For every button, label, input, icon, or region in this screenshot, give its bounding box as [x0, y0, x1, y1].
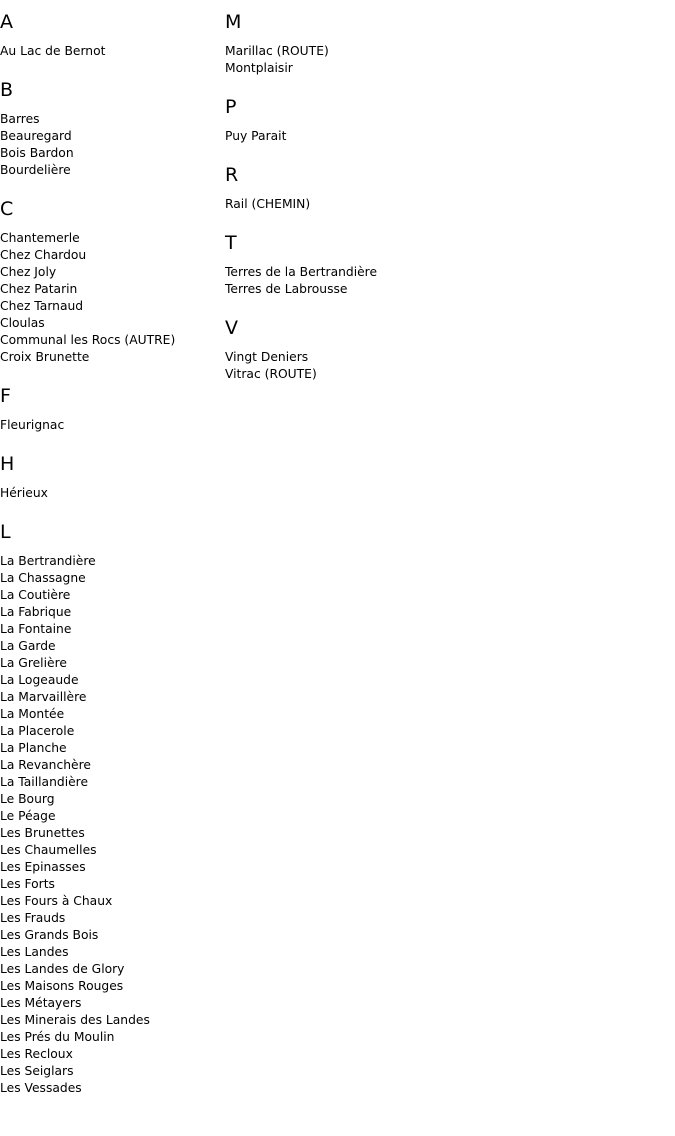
section-item-list: [0, 407, 225, 434]
place-link-cloulas[interactable]: Cloulas: [0, 316, 45, 330]
place-link-la-fabrique[interactable]: La Fabrique: [0, 605, 72, 619]
place-link-les-brunettes[interactable]: Les Brunettes: [0, 826, 85, 840]
place-link-la-planche[interactable]: La Planche: [0, 741, 67, 755]
place-link-les-minerais-des-landes[interactable]: Les Minerais des Landes: [0, 1013, 150, 1027]
place-link-herieux[interactable]: Hérieux: [0, 486, 48, 500]
left-column: [0, 0, 225, 1097]
section-letter-heading: R: [225, 164, 239, 186]
section-letter-heading: A: [0, 11, 13, 33]
place-link-la-montee[interactable]: La Montée: [0, 707, 65, 721]
place-link-les-chaumelles[interactable]: Les Chaumelles: [0, 843, 97, 857]
place-link-chez-tarnaud[interactable]: Chez Tarnaud: [0, 299, 84, 313]
place-link-vitrac-route[interactable]: Vitrac (ROUTE): [225, 367, 317, 381]
section-item-list: [0, 543, 225, 1097]
place-link-les-recloux[interactable]: Les Recloux: [0, 1047, 73, 1061]
place-link-chez-patarin[interactable]: Chez Patarin: [0, 282, 78, 296]
place-link-les-epinasses[interactable]: Les Epinasses: [0, 860, 86, 874]
index-section-b: [0, 60, 225, 179]
place-link-communal-les-rocs-autre[interactable]: Communal les Rocs (AUTRE): [0, 333, 176, 347]
place-link-montplaisir[interactable]: Montplaisir: [225, 61, 293, 75]
section-item-list: [0, 33, 225, 60]
index-section-v: [225, 298, 525, 383]
section-item-list: [0, 101, 225, 179]
right-column: [225, 0, 525, 383]
index-section-c: [0, 179, 225, 366]
place-link-bourdeliere[interactable]: Bourdelière: [0, 163, 71, 177]
place-link-la-coutiere[interactable]: La Coutière: [0, 588, 71, 602]
place-link-les-seiglars[interactable]: Les Seiglars: [0, 1064, 74, 1078]
place-link-la-taillandiere[interactable]: La Taillandière: [0, 775, 89, 789]
section-letter-heading: B: [0, 79, 14, 101]
place-link-la-marvaillere[interactable]: La Marvaillère: [0, 690, 87, 704]
section-item-list: [225, 186, 525, 213]
section-item-list: [225, 118, 525, 145]
section-letter-heading: H: [0, 453, 15, 475]
place-link-les-fours-a-chaux[interactable]: Les Fours à Chaux: [0, 894, 113, 908]
place-link-la-fontaine[interactable]: La Fontaine: [0, 622, 72, 636]
place-link-la-revanchere[interactable]: La Revanchère: [0, 758, 91, 772]
place-link-croix-brunette[interactable]: Croix Brunette: [0, 350, 90, 364]
section-item-list: [225, 33, 525, 77]
place-link-puy-parait[interactable]: Puy Parait: [225, 129, 287, 143]
index-section-p: [225, 77, 525, 145]
place-link-les-metayers[interactable]: Les Métayers: [0, 996, 82, 1010]
index-section-f: [0, 366, 225, 434]
section-letter-heading: M: [225, 11, 242, 33]
section-item-list: [0, 475, 225, 502]
section-item-list: [225, 254, 525, 298]
place-link-bois-bardon[interactable]: Bois Bardon: [0, 146, 74, 160]
place-link-les-landes[interactable]: Les Landes: [0, 945, 69, 959]
section-letter-heading: P: [225, 96, 237, 118]
section-letter-heading: T: [225, 232, 237, 254]
place-link-chez-joly[interactable]: Chez Joly: [0, 265, 57, 279]
section-letter-heading: F: [0, 385, 11, 407]
place-link-marillac-route[interactable]: Marillac (ROUTE): [225, 44, 329, 58]
place-link-vingt-deniers[interactable]: Vingt Deniers: [225, 350, 309, 364]
section-item-list: [225, 339, 525, 383]
place-link-les-maisons-rouges[interactable]: Les Maisons Rouges: [0, 979, 124, 993]
place-link-les-grands-bois[interactable]: Les Grands Bois: [0, 928, 99, 942]
index-section-m: [225, 0, 525, 77]
index-section-h: [0, 434, 225, 502]
index-section-l: [0, 502, 225, 1097]
place-link-chez-chardou[interactable]: Chez Chardou: [0, 248, 87, 262]
index-section-a: [0, 0, 225, 60]
place-link-barres[interactable]: Barres: [0, 112, 40, 126]
place-link-la-bertrandiere[interactable]: La Bertrandière: [0, 554, 96, 568]
place-link-le-peage[interactable]: Le Péage: [0, 809, 56, 823]
place-link-beauregard[interactable]: Beauregard: [0, 129, 72, 143]
place-link-la-logeaude[interactable]: La Logeaude: [0, 673, 79, 687]
index-section-t: [225, 213, 525, 298]
place-link-chantemerle[interactable]: Chantemerle: [0, 231, 80, 245]
place-link-le-bourg[interactable]: Le Bourg: [0, 792, 55, 806]
place-link-terres-de-labrousse[interactable]: Terres de Labrousse: [225, 282, 348, 296]
place-link-les-forts[interactable]: Les Forts: [0, 877, 55, 891]
place-link-la-chassagne[interactable]: La Chassagne: [0, 571, 86, 585]
place-link-les-pres-du-moulin[interactable]: Les Prés du Moulin: [0, 1030, 115, 1044]
section-letter-heading: C: [0, 198, 14, 220]
place-link-au-lac-de-bernot[interactable]: Au Lac de Bernot: [0, 44, 106, 58]
place-link-la-garde[interactable]: La Garde: [0, 639, 56, 653]
section-letter-heading: L: [0, 521, 11, 543]
place-link-les-vessades[interactable]: Les Vessades: [0, 1081, 82, 1095]
place-link-fleurignac[interactable]: Fleurignac: [0, 418, 65, 432]
section-item-list: [0, 220, 225, 366]
place-link-terres-de-la-bertrandiere[interactable]: Terres de la Bertrandière: [225, 265, 378, 279]
place-link-la-greliere[interactable]: La Grelière: [0, 656, 67, 670]
place-link-les-landes-de-glory[interactable]: Les Landes de Glory: [0, 962, 125, 976]
place-link-la-placerole[interactable]: La Placerole: [0, 724, 75, 738]
place-link-rail-chemin[interactable]: Rail (CHEMIN): [225, 197, 311, 211]
index-section-r: [225, 145, 525, 213]
section-letter-heading: V: [225, 317, 238, 339]
place-link-les-frauds[interactable]: Les Frauds: [0, 911, 66, 925]
